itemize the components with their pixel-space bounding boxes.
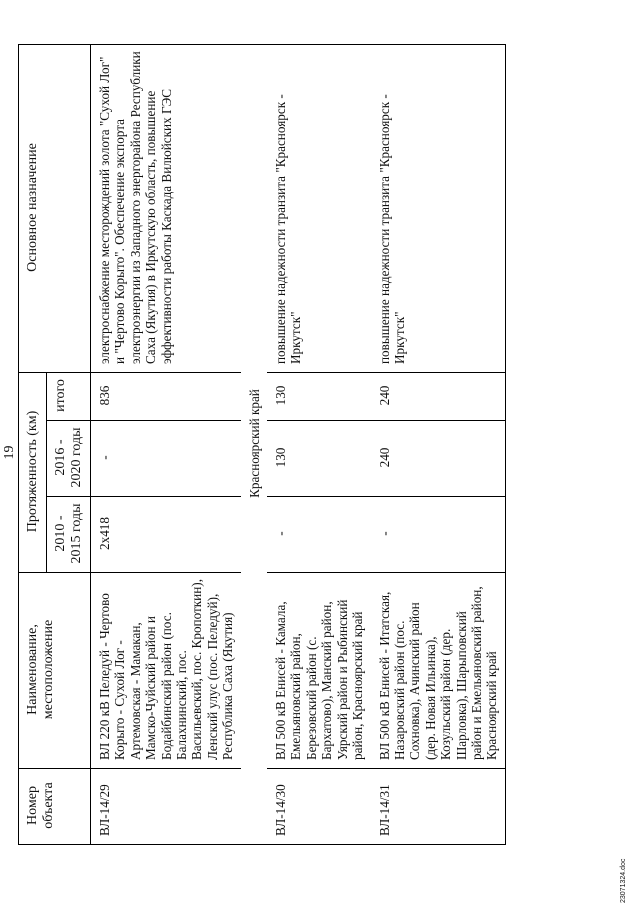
cell-2016-2020: 130 <box>267 421 370 497</box>
document-id: 23071324.doc <box>620 858 627 903</box>
cell-name: ВЛ 220 кВ Пеледуй - Чертово Корыто - Сухой Лог - Артемовская - Мамакан, Мамско-Чуйский район и Бодайбинский район (пос. Балахнинский, пос. Васильевский, пос. Кропоткин), Ленский улус (пос. Пеледуй), Республика Саха (Якутия) <box>91 573 241 769</box>
header-2016-2020: 2016 - 2020 годы <box>47 421 91 497</box>
cell-purpose: повышение надежности транзита "Красноярск - Иркутск" <box>371 45 506 373</box>
cell-number: ВЛ-14/29 <box>91 769 241 845</box>
cell-total: 240 <box>371 373 506 421</box>
table-row <box>91 45 241 845</box>
cell-total: 130 <box>267 373 370 421</box>
cell-2016-2020: 240 <box>371 421 506 497</box>
header-2010-2015: 2010 - 2015 годы <box>47 497 91 573</box>
cell-name: ВЛ 500 кВ Енисей - Итатская, Назаровский район (пос. Сохновка), Ачинский район (дер. Новая Ильинка), Козульский район (дер. Шарловка), Шарыповский район и Емельяновский район, Красноярский край <box>371 573 506 769</box>
cell-number: ВЛ-14/30 <box>267 769 370 845</box>
cell-2010-2015: - <box>371 497 506 573</box>
cell-purpose: повышение надежности транзита "Красноярск - Иркутск" <box>267 45 370 373</box>
cell-purpose: электроснабжение месторождений золота "Сухой Лог" и "Чертово Корыто". Обеспечение экспорта электроэнергии из Западного энергорайона Республики Саха (Якутия) в Иркутскую область, повышение эффективности работы Каскада Вилюйских ГЭС <box>91 45 241 373</box>
header-name: Наименование, местоположение <box>19 573 91 769</box>
header-purpose: Основное назначение <box>19 45 91 373</box>
cell-number: ВЛ-14/31 <box>371 769 506 845</box>
header-total: итого <box>47 373 91 421</box>
header-number: Номер объекта <box>19 769 91 845</box>
cell-name: ВЛ 500 кВ Енисей - Камала, Емельяновский район, Березовский район (с. Бархатово), Манский район, Уярский район и Рыбинский район, Красноярский край <box>267 573 370 769</box>
page-number: 19 <box>2 445 17 460</box>
region-label: Красноярский край <box>241 45 267 845</box>
cell-2010-2015: 2x418 <box>91 497 241 573</box>
header-length: Протяженность (км) <box>19 373 47 573</box>
objects-table <box>18 44 506 845</box>
table-header-row <box>19 45 47 845</box>
cell-2016-2020: - <box>91 421 241 497</box>
cell-total: 836 <box>91 373 241 421</box>
cell-2010-2015: - <box>267 497 370 573</box>
region-row <box>241 45 267 845</box>
table-row <box>371 45 506 845</box>
table-row <box>267 45 370 845</box>
